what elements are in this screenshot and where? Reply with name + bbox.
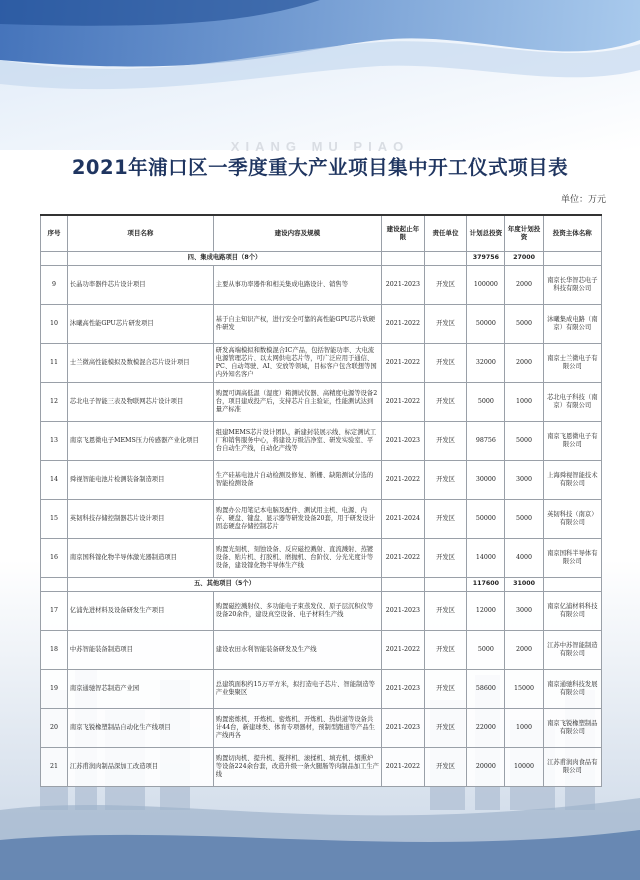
cell-content: 建设农田水利智能装备研发及生产线: [213, 630, 381, 669]
cell-owner: 英韧科技（南京）有限公司: [543, 499, 601, 538]
cell-name: 士兰微高性能模拟及数模混合芯片设计项目: [67, 343, 213, 382]
cell-unit: 开发区: [424, 499, 467, 538]
cell-total: 30000: [467, 460, 505, 499]
cell-total: 20000: [467, 747, 505, 786]
cell-name: 南京飞恩微电子MEMS压力传感器产业化项目: [67, 421, 213, 460]
section-annual: 31000: [505, 577, 543, 591]
cell-name: 沐曦高性能GPU芯片研发项目: [67, 304, 213, 343]
cell-name: 南京国科镓化物半导体激光器制造项目: [67, 538, 213, 577]
cell-name: 中苏智能装备制造项目: [67, 630, 213, 669]
cell-name: 南京通驰智芯制造产业园: [67, 669, 213, 708]
cell-content: 购置办公用笔记本电脑及配件、测试用主机、电源、内存、硬盘、键盘、显示器等研发设备20套，用于研发设计固态硬盘存储控制芯片: [213, 499, 381, 538]
cell-content: 基于自主知识产权，进行安全可靠的高性能GPU芯片软硬件研发: [213, 304, 381, 343]
cell-no: 12: [41, 382, 68, 421]
header-content: 建设内容及规模: [213, 215, 381, 251]
cell-annual: 5000: [505, 304, 543, 343]
table-row: [41, 708, 602, 747]
cell-name: 南京飞锐橡塑制品自动化生产线项目: [67, 708, 213, 747]
cell-total: 100000: [467, 265, 505, 304]
section-blank: [41, 251, 68, 265]
cell-period: 2021-2022: [382, 747, 425, 786]
cell-name: 舜视智能电池片检测装备制造项目: [67, 460, 213, 499]
cell-owner: 沐曦集成电路（南京）有限公司: [543, 304, 601, 343]
cell-no: 20: [41, 708, 68, 747]
cell-content: 购置切肉机、提升机、搅拌机、滚揉机、填充机、烟熏炉等设备224余台套，改造升级一条火腿肠等肉制品加工生产线: [213, 747, 381, 786]
project-table: [40, 214, 602, 787]
cell-total: 32000: [467, 343, 505, 382]
cell-period: 2021-2022: [382, 630, 425, 669]
cell-no: 18: [41, 630, 68, 669]
cell-no: 19: [41, 669, 68, 708]
cell-content: 研发高端模拟和数模混合IC产品，包括智能功率、大电流电源管理芯片、以太网供电芯片等，可广泛应用于通信、PC、自动驾驶、AI、安放等领域，目标客户包含联想等国内外知名客户: [213, 343, 381, 382]
header-period: 建设起止年限: [382, 215, 425, 251]
header-annual: 年度计划投资: [505, 215, 543, 251]
section-total: 117600: [467, 577, 505, 591]
section-label: 五、其他项目（5个）: [67, 577, 381, 591]
table-row: [41, 747, 602, 786]
cell-total: 98756: [467, 421, 505, 460]
section-blank: [424, 577, 467, 591]
cell-no: 14: [41, 460, 68, 499]
cell-total: 22000: [467, 708, 505, 747]
cell-no: 10: [41, 304, 68, 343]
cell-name: 长晶功率器件芯片设计项目: [67, 265, 213, 304]
header-name: 项目名称: [67, 215, 213, 251]
cell-annual: 3000: [505, 591, 543, 630]
cell-total: 58600: [467, 669, 505, 708]
cell-unit: 开发区: [424, 382, 467, 421]
cell-owner: 南京通驰科技发展有限公司: [543, 669, 601, 708]
section-blank: [382, 251, 425, 265]
table-header-row: [41, 215, 602, 251]
cell-owner: 南京士兰微电子有限公司: [543, 343, 601, 382]
cell-owner: 南京国科半导体有限公司: [543, 538, 601, 577]
cell-owner: 上海舜视智能技术有限公司: [543, 460, 601, 499]
cell-unit: 开发区: [424, 538, 467, 577]
cell-annual: 4000: [505, 538, 543, 577]
cell-content: 组建MEMS芯片设计团队，新建封装展示线、标定测试工厂和销售服务中心，将建设万级洁净室、研发实验室、平台自动生产线，自动化产线等: [213, 421, 381, 460]
cell-period: 2021-2022: [382, 304, 425, 343]
section-blank: [41, 577, 68, 591]
cell-total: 14000: [467, 538, 505, 577]
cell-unit: 开发区: [424, 421, 467, 460]
cell-annual: 15000: [505, 669, 543, 708]
cell-no: 13: [41, 421, 68, 460]
cell-unit: 开发区: [424, 669, 467, 708]
cell-unit: 开发区: [424, 343, 467, 382]
table-row: [41, 499, 602, 538]
table-row: [41, 382, 602, 421]
cell-no: 17: [41, 591, 68, 630]
header-total: 计划总投资: [467, 215, 505, 251]
cell-period: 2021-2023: [382, 669, 425, 708]
unit-label: 单位：万元: [560, 195, 606, 205]
cell-period: 2021-2024: [382, 499, 425, 538]
cell-period: 2021-2023: [382, 265, 425, 304]
section-total: 379756: [467, 251, 505, 265]
cell-name: 芯北电子智能三表及物联网芯片设计项目: [67, 382, 213, 421]
cell-owner: 南京长华智芯电子科技有限公司: [543, 265, 601, 304]
cell-annual: 2000: [505, 265, 543, 304]
cell-content: 购置磁控溅射仪、多功能电子束蒸发仪、原子层沉积仪等设备20余件，建设真空设备、电子材料生产线: [213, 591, 381, 630]
cell-content: 生产硅基电池片自动检测及修复、断栅、缺陷测试分选的智能检测设备: [213, 460, 381, 499]
table-row: [41, 460, 602, 499]
section-blank: [424, 251, 467, 265]
cell-period: 2021-2022: [382, 382, 425, 421]
cell-annual: 3000: [505, 460, 543, 499]
cell-unit: 开发区: [424, 747, 467, 786]
table-row: [41, 304, 602, 343]
cell-annual: 5000: [505, 499, 543, 538]
cell-name: 英韧科技存储控制器芯片设计项目: [67, 499, 213, 538]
cell-owner: 南京飞锐橡塑制品有限公司: [543, 708, 601, 747]
cell-total: 5000: [467, 630, 505, 669]
cell-no: 21: [41, 747, 68, 786]
section-row: [41, 577, 602, 591]
cell-name: 亿浦先进材料及设备研发生产项目: [67, 591, 213, 630]
table-row: [41, 630, 602, 669]
cell-annual: 1000: [505, 382, 543, 421]
cell-period: 2021-2023: [382, 708, 425, 747]
cell-unit: 开发区: [424, 591, 467, 630]
cell-owner: 芯北电子科技（南京）有限公司: [543, 382, 601, 421]
cell-unit: 开发区: [424, 265, 467, 304]
cell-owner: 南京飞恩微电子有限公司: [543, 421, 601, 460]
cell-owner: 江苏甫润肉食品有限公司: [543, 747, 601, 786]
cell-no: 11: [41, 343, 68, 382]
cell-total: 50000: [467, 499, 505, 538]
cell-period: 2021-2023: [382, 591, 425, 630]
section-blank: [543, 251, 601, 265]
cell-annual: 5000: [505, 421, 543, 460]
cell-total: 50000: [467, 304, 505, 343]
cell-no: 16: [41, 538, 68, 577]
section-row: [41, 251, 602, 265]
cell-owner: 江苏中苏智能制造有限公司: [543, 630, 601, 669]
cell-content: 主要从事功率器件和相关集成电路设计、销售等: [213, 265, 381, 304]
section-annual: 27000: [505, 251, 543, 265]
table-row: [41, 669, 602, 708]
cell-content: 购置可调高低温（湿度）箱测试仪器、高精度电源等设备2台，项目建成投产后，支持芯片自主验证，性能测试达到量产标准: [213, 382, 381, 421]
table-row: [41, 343, 602, 382]
page-title: 2021年浦口区一季度重大产业项目集中开工仪式项目表: [71, 156, 569, 179]
cell-period: 2021-2022: [382, 460, 425, 499]
cell-period: 2021-2022: [382, 343, 425, 382]
cell-annual: 10000: [505, 747, 543, 786]
header-unit: 责任单位: [424, 215, 467, 251]
cell-total: 5000: [467, 382, 505, 421]
watermark-text: XIANG MU PIAO: [230, 139, 410, 154]
table-row: [41, 591, 602, 630]
section-label: 四、集成电路项目（8个）: [67, 251, 381, 265]
cell-annual: 2000: [505, 630, 543, 669]
header-no: 序号: [41, 215, 68, 251]
cell-unit: 开发区: [424, 630, 467, 669]
cell-unit: 开发区: [424, 460, 467, 499]
cell-owner: 南京亿浦材料科技有限公司: [543, 591, 601, 630]
cell-no: 9: [41, 265, 68, 304]
cell-period: 2021-2022: [382, 538, 425, 577]
cell-name: 江苏甫润肉制品深加工改造项目: [67, 747, 213, 786]
table-row: [41, 538, 602, 577]
cell-annual: 1000: [505, 708, 543, 747]
cell-total: 12000: [467, 591, 505, 630]
table-row: [41, 421, 602, 460]
cell-unit: 开发区: [424, 708, 467, 747]
cell-no: 15: [41, 499, 68, 538]
table-row: [41, 265, 602, 304]
cell-unit: 开发区: [424, 304, 467, 343]
cell-content: 购置光刻机、刻蚀设备、反应磁控溅射、直流溅射、蒸镀设备、贴片机、打胶机、磨抛机、台阶仪、分光光度计等设备，建设镓化物半导体生产线: [213, 538, 381, 577]
cell-content: 总建筑面积约15万平方米，拟打造电子芯片、智能制造等产业集聚区: [213, 669, 381, 708]
cell-period: 2021-2023: [382, 421, 425, 460]
section-blank: [543, 577, 601, 591]
header-owner: 投资主体名称: [543, 215, 601, 251]
header-wave-decoration: [0, 0, 640, 150]
cell-content: 购置密炼机、开炼机、密炼机、开炼机、热烘道等设备共计44台，新建球类、体育专项器材，预制型跑道等产品生产线再各: [213, 708, 381, 747]
section-blank: [382, 577, 425, 591]
cell-annual: 2000: [505, 343, 543, 382]
